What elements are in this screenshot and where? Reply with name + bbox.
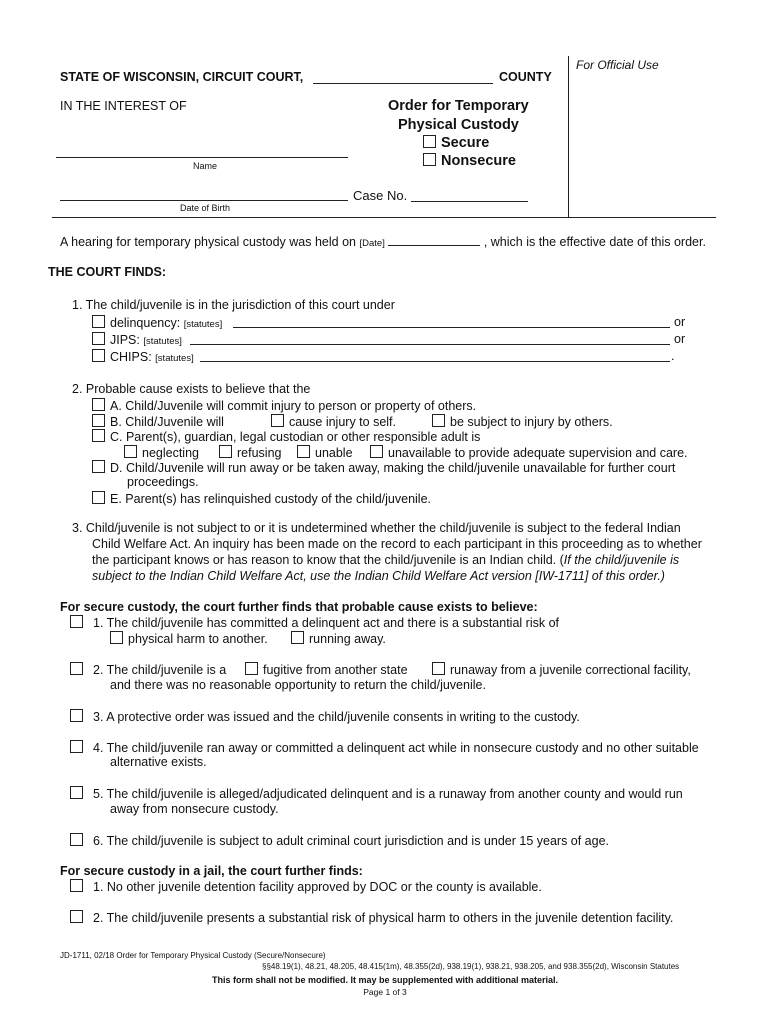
case-no-field[interactable] [411, 201, 528, 202]
finding-3-line4: subject to the Indian Child Welfare Act, use the Indian Child Welfare Act version [IW-1711] of this order.) [92, 569, 665, 583]
finding-2c[interactable] [92, 429, 480, 444]
hearing-date-field[interactable] [388, 245, 480, 246]
dob-label: Date of Birth [180, 203, 231, 213]
secure-1a[interactable] [110, 631, 268, 646]
finding-2b-self-label: cause injury to self. [289, 415, 396, 429]
finding-2c-refusing[interactable] [219, 445, 281, 460]
neglecting-checkbox[interactable] [124, 445, 137, 458]
finding-1-text: 1. The child/juvenile is in the jurisdiction of this court under [72, 298, 395, 312]
secure-5-label: 5. The child/juvenile is alleged/adjudicated delinquent and is a runaway from another county and would run [93, 787, 683, 801]
secure-2-checkbox[interactable] [70, 662, 83, 675]
secure-option[interactable] [423, 135, 489, 151]
county-label: COUNTY [499, 70, 552, 84]
secure-1-label: 1. The child/juvenile has committed a delinquent act and there is a substantial risk of [93, 616, 560, 630]
jail-1-label: 1. No other juvenile detention facility approved by DOC or the county is available. [93, 880, 542, 894]
hearing-text-b: , which is the effective date of this order. [483, 235, 706, 249]
period-label: . [671, 349, 675, 363]
chips-statutes-field[interactable] [200, 361, 670, 362]
secure-4[interactable] [70, 740, 699, 755]
finding-2b-others-label: be subject to injury by others. [450, 415, 613, 429]
hearing-text-a: A hearing for temporary physical custody was held on [60, 235, 356, 249]
secure-1b[interactable] [291, 631, 386, 646]
finding-2e-checkbox[interactable] [92, 491, 105, 504]
secure-4-cont: alternative exists. [110, 755, 207, 769]
finding-3-line3-a: the participant knows or has reason to know that the child/juvenile is an Indian child. ( [92, 553, 564, 567]
finding-2d-checkbox[interactable] [92, 460, 105, 473]
secure-heading: For secure custody, the court further finds that probable cause exists to believe: [60, 600, 538, 614]
finding-2a-label: A. Child/Juvenile will commit injury to person or property of others. [110, 399, 477, 413]
unavailable-label: unavailable to provide adequate supervision and care. [388, 446, 688, 460]
finding-2e-label: E. Parent(s) has relinquished custody of the child/juvenile. [110, 492, 432, 506]
finding-2d-label: D. Child/Juvenile will run away or be taken away, making the child/juvenile unavailable for further court [110, 461, 676, 475]
jail-2-checkbox[interactable] [70, 910, 83, 923]
finding-2c-checkbox[interactable] [92, 429, 105, 442]
unavailable-checkbox[interactable] [370, 445, 383, 458]
secure-5[interactable] [70, 786, 683, 801]
physical-harm-checkbox[interactable] [110, 631, 123, 644]
jail-heading: For secure custody in a jail, the court further finds: [60, 864, 363, 878]
delinquency-checkbox[interactable] [92, 315, 105, 328]
secure-2a[interactable] [245, 662, 408, 677]
statutes-label-3: [statutes] [155, 353, 194, 364]
official-use-label: For Official Use [576, 58, 659, 72]
jail-2[interactable] [70, 910, 673, 925]
fugitive-label: fugitive from another state [263, 663, 408, 677]
finding-3-line3 [92, 553, 679, 567]
finding-2b-checkbox[interactable] [92, 414, 105, 427]
form-title-line1: Order for Temporary [388, 98, 529, 114]
finding-2b[interactable] [92, 414, 224, 429]
runaway-facility-checkbox[interactable] [432, 662, 445, 675]
hearing-sentence [60, 235, 706, 249]
secure-1-checkbox[interactable] [70, 615, 83, 628]
neglecting-label: neglecting [142, 446, 199, 460]
finding-2b-others[interactable] [432, 414, 613, 429]
runaway-facility-label: runaway from a juvenile correctional facility, [450, 663, 691, 677]
statutes-citation: §§48.19(1), 48.21, 48.205, 48.415(1m), 48.355(2d), 938.19(1), 938.21, 938.205, and 938.355(2d), Wisconsin Statutes [262, 962, 680, 971]
jips-checkbox[interactable] [92, 332, 105, 345]
finding-2d-cont: proceedings. [127, 475, 199, 489]
secure-3-label: 3. A protective order was issued and the child/juvenile consents in writing to the custody. [93, 710, 580, 724]
delinquency-statutes-field[interactable] [233, 327, 670, 328]
secure-5-checkbox[interactable] [70, 786, 83, 799]
finding-2c-neglecting[interactable] [124, 445, 199, 460]
secure-label: Secure [441, 135, 490, 151]
secure-4-checkbox[interactable] [70, 740, 83, 753]
refusing-checkbox[interactable] [219, 445, 232, 458]
delinquency-option[interactable] [92, 315, 222, 330]
jips-option[interactable] [92, 332, 182, 347]
secure-6-label: 6. The child/juvenile is subject to adult criminal court jurisdiction and is under 15 years of age. [93, 834, 610, 848]
modification-notice: This form shall not be modified. It may be supplemented with additional material. [211, 975, 559, 985]
finding-2a-checkbox[interactable] [92, 398, 105, 411]
chips-option[interactable] [92, 349, 194, 364]
form-title-line2: Physical Custody [398, 117, 519, 133]
unable-checkbox[interactable] [297, 445, 310, 458]
secure-2[interactable] [70, 662, 226, 677]
finding-2b-self[interactable] [271, 414, 396, 429]
secure-3[interactable] [70, 709, 580, 724]
name-field[interactable] [56, 157, 348, 158]
jail-1-checkbox[interactable] [70, 879, 83, 892]
delinquency-label: delinquency: [110, 316, 181, 330]
jips-label: JIPS: [110, 333, 140, 347]
statutes-label-1: [statutes] [183, 319, 223, 330]
statutes-label-2: [statutes] [143, 336, 182, 347]
finding-3-line1: 3. Child/juvenile is not subject to or it is undetermined whether the child/juvenile is subject to the federal Indian [72, 521, 681, 535]
state-court-label: STATE OF WISCONSIN, CIRCUIT COURT, [60, 70, 304, 84]
case-no-label: Case No. [353, 188, 408, 203]
name-label: Name [193, 161, 218, 171]
header-bottom-rule [52, 217, 716, 218]
jips-statutes-field[interactable] [190, 344, 670, 345]
jail-1[interactable] [70, 879, 542, 894]
court-finds-heading: THE COURT FINDS: [48, 265, 167, 279]
secure-2-cont: and there was no reasonable opportunity to return the child/juvenile. [110, 678, 486, 692]
finding-3-line2: Child Welfare Act. An inquiry has been made on the record to each participant in this proceeding as to whether [92, 537, 702, 551]
finding-2c-unable[interactable] [297, 445, 353, 460]
secure-5-cont: away from nonsecure custody. [110, 802, 279, 816]
finding-2d[interactable] [92, 460, 675, 475]
county-name-field[interactable] [313, 83, 493, 84]
nonsecure-option[interactable] [423, 153, 516, 169]
physical-harm-label: physical harm to another. [128, 632, 268, 646]
finding-2a[interactable] [92, 398, 476, 413]
nonsecure-checkbox[interactable] [423, 153, 436, 166]
or-label-2: or [674, 332, 686, 346]
dob-field[interactable] [60, 200, 348, 201]
unable-label: unable [315, 446, 353, 460]
secure-3-checkbox[interactable] [70, 709, 83, 722]
finding-2c-label: C. Parent(s), guardian, legal custodian or other responsible adult is [110, 430, 481, 444]
running-away-label: running away. [309, 632, 386, 646]
finding-2b-self-checkbox[interactable] [271, 414, 284, 427]
chips-checkbox[interactable] [92, 349, 105, 362]
nonsecure-label: Nonsecure [441, 153, 516, 169]
secure-4-label: 4. The child/juvenile ran away or committed a delinquent act while in nonsecure custody and no other suitable [93, 741, 699, 755]
secure-checkbox[interactable] [423, 135, 436, 148]
page-number: Page 1 of 3 [363, 987, 407, 997]
secure-6-checkbox[interactable] [70, 833, 83, 846]
fugitive-checkbox[interactable] [245, 662, 258, 675]
finding-3-line3-b: If the child/juvenile is [563, 553, 680, 567]
finding-2e[interactable] [92, 491, 431, 506]
official-use-divider [568, 56, 569, 218]
finding-2b-others-checkbox[interactable] [432, 414, 445, 427]
form-id: JD-1711, 02/18 Order for Temporary Physical Custody (Secure/Nonsecure) [60, 951, 326, 960]
finding-2c-unavailable[interactable] [370, 445, 688, 460]
refusing-label: refusing [237, 446, 282, 460]
secure-6[interactable] [70, 833, 609, 848]
secure-2b[interactable] [432, 662, 691, 677]
in-interest-label: IN THE INTEREST OF [60, 99, 187, 113]
finding-2-text: 2. Probable cause exists to believe that the [72, 382, 311, 396]
secure-2-label: 2. The child/juvenile is a [93, 663, 227, 677]
date-label: [Date] [359, 238, 385, 249]
jail-2-label: 2. The child/juvenile presents a substantial risk of physical harm to others in the juvenile detention facility. [93, 911, 674, 925]
or-label-1: or [674, 315, 686, 329]
secure-1[interactable] [70, 615, 559, 630]
finding-2b-label: B. Child/Juvenile will [110, 415, 224, 429]
running-away-checkbox[interactable] [291, 631, 304, 644]
chips-label: CHIPS: [110, 350, 152, 364]
